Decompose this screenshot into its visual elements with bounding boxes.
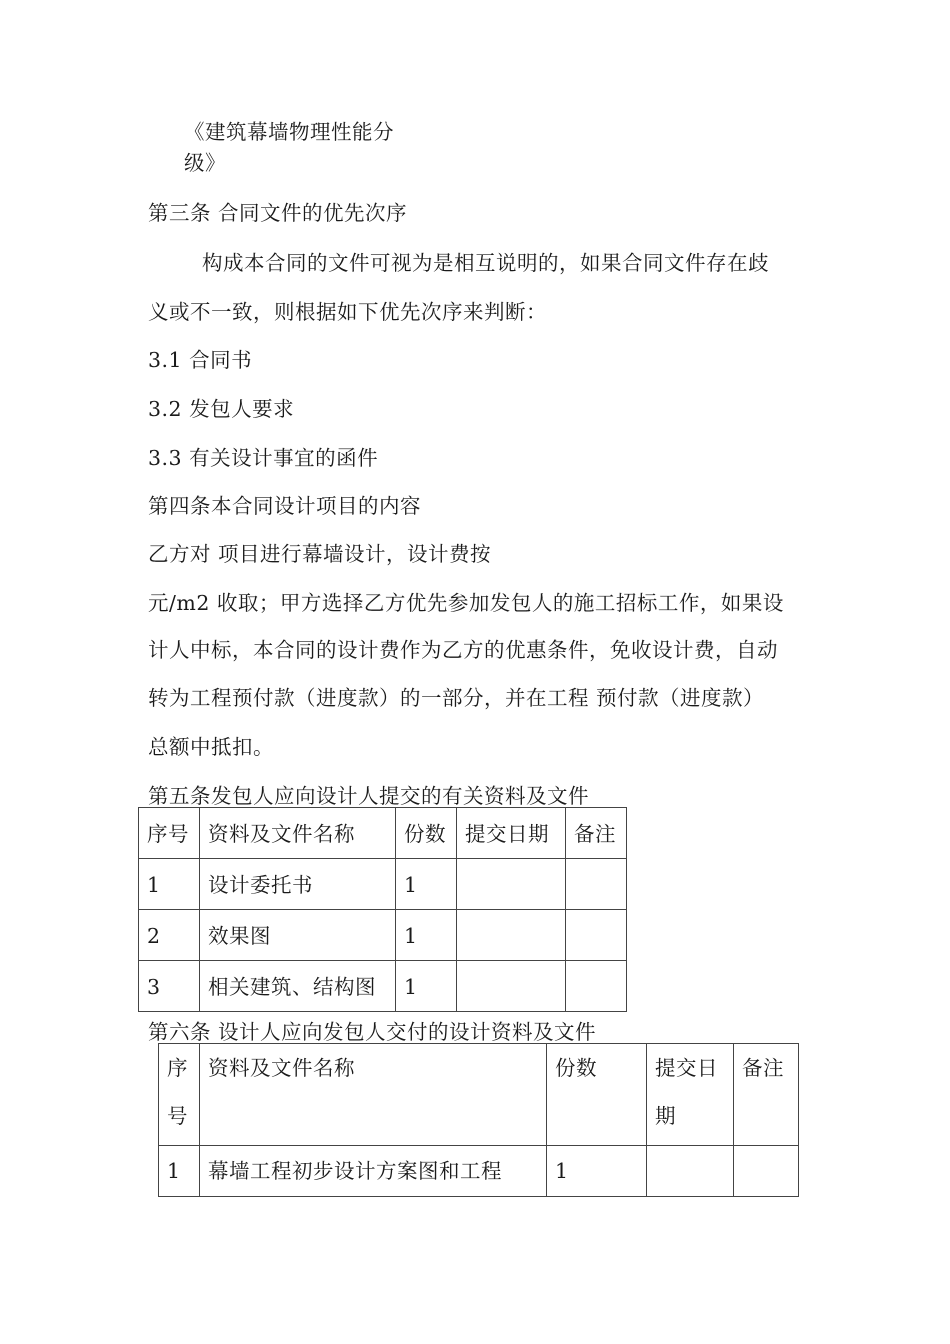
article-4-paragraph-line-1: 乙方对 项目进行幕墙设计，设计费按 (148, 542, 492, 566)
article-4-paragraph-line-5: 总额中抵扣。 (148, 735, 274, 759)
cell-date (647, 1146, 734, 1197)
article-4-paragraph-line-4: 转为工程预付款（进度款）的一部分，并在工程 预付款（进度款） (148, 686, 765, 710)
cell-index: 2 (139, 910, 200, 961)
header-cell-name: 资料及文件名称 (200, 808, 396, 859)
table-row (139, 910, 627, 961)
cell-remarks (566, 859, 627, 910)
header-cell-copies: 份数 (396, 808, 457, 859)
article-4-title: 第四条本合同设计项目的内容 (148, 494, 421, 518)
cell-remarks (734, 1146, 799, 1197)
list-item-3-1: 3.1 合同书 (148, 348, 253, 372)
article-4-paragraph-line-2: 元/m2 收取；甲方选择乙方优先参加发包人的施工招标工作，如果设 (148, 591, 784, 615)
header-cell-date: 提交日 期 (647, 1044, 734, 1146)
list-item-3-3: 3.3 有关设计事宜的函件 (148, 446, 379, 470)
table-row (139, 859, 627, 910)
header-cell-name: 资料及文件名称 (200, 1044, 547, 1146)
table-header-row (159, 1044, 799, 1146)
cell-remarks (566, 961, 627, 1012)
cell-index: 3 (139, 961, 200, 1012)
article-3-title: 第三条 合同文件的优先次序 (148, 201, 408, 225)
header-cell-remarks: 备注 (566, 808, 627, 859)
article-3-paragraph-line-2: 义或不一致，则根据如下优先次序来判断： (148, 300, 547, 324)
header-cell-index: 序 号 (159, 1044, 200, 1146)
header-cell-date: 提交日期 (457, 808, 566, 859)
article-5-title: 第五条发包人应向设计人提交的有关资料及文件 (148, 784, 589, 808)
header-cell-remarks: 备注 (734, 1044, 799, 1146)
table-row (139, 961, 627, 1012)
list-item-3-2: 3.2 发包人要求 (148, 397, 295, 421)
cell-date (457, 859, 566, 910)
cell-remarks (566, 910, 627, 961)
cell-date (457, 961, 566, 1012)
cell-name: 幕墙工程初步设计方案图和工程 (200, 1146, 547, 1197)
standard-title-line-2: 级》 (184, 151, 226, 175)
cell-copies: 1 (396, 961, 457, 1012)
cell-name: 效果图 (200, 910, 396, 961)
table-header-row (139, 808, 627, 859)
article-4-paragraph-line-3: 计人中标，本合同的设计费作为乙方的优惠条件，免收设计费，自动 (148, 638, 778, 662)
cell-name: 相关建筑、结构图 (200, 961, 396, 1012)
cell-date (457, 910, 566, 961)
cell-copies: 1 (396, 859, 457, 910)
article-3-paragraph-line-1: 构成本合同的文件可视为是相互说明的，如果合同文件存在歧 (202, 251, 769, 275)
article-6-title: 第六条 设计人应向发包人交付的设计资料及文件 (148, 1020, 597, 1044)
submitted-materials-table (138, 807, 627, 1012)
cell-index: 1 (159, 1146, 200, 1197)
cell-name: 设计委托书 (200, 859, 396, 910)
header-cell-index: 序号 (139, 808, 200, 859)
cell-index: 1 (139, 859, 200, 910)
header-cell-copies: 份数 (547, 1044, 647, 1146)
table-row (159, 1146, 799, 1197)
cell-copies: 1 (547, 1146, 647, 1197)
standard-title-line-1: 《建筑幕墙物理性能分 (184, 120, 394, 144)
cell-copies: 1 (396, 910, 457, 961)
delivered-materials-table (158, 1043, 799, 1197)
